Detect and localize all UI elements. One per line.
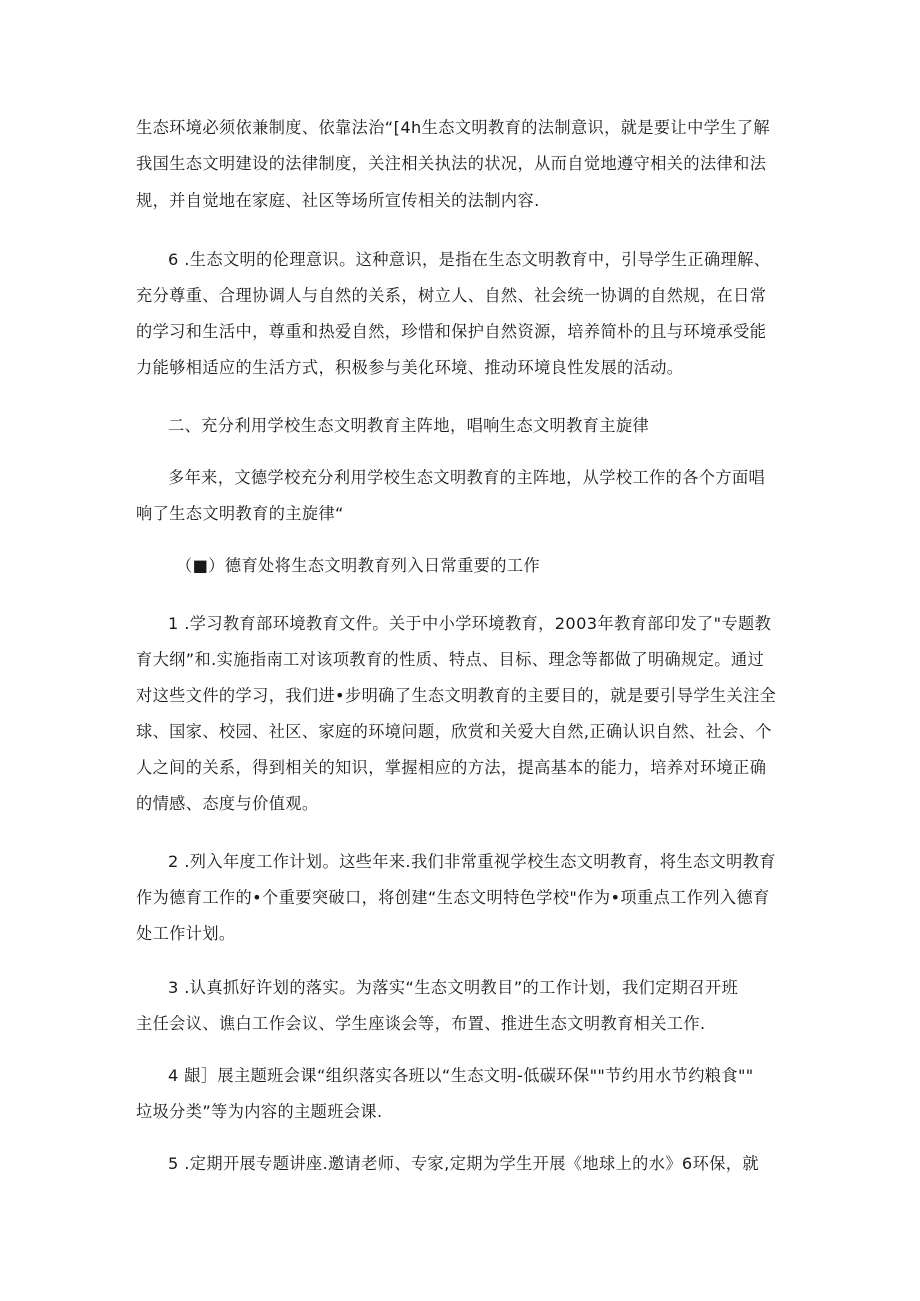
subsection-heading: （■）德育处将生态文明教育列入日常重要的工作 xyxy=(176,556,541,575)
text-line: 对这些文件的学习，我们进•步明确了生态文明教育的主要目的，就是要引导学生关注全 xyxy=(136,686,777,705)
text-line: 主任会议、谯白工作会议、学生座谈会等，布置、推进生态文明教育相关工作. xyxy=(136,1014,706,1033)
text-line: 5 .定期开展专题讲座.邀请老师、专家,定期为学生开展《地球上的水》6环保，就 xyxy=(168,1154,759,1173)
text-line: 的情感、态度与价值观。 xyxy=(136,794,319,813)
text-line: 多年来，文德学校充分利用学校生态文明教育的主阵地，从学校工作的各个方面唱 xyxy=(168,468,766,487)
text-line: 处工作计划。 xyxy=(136,924,236,943)
text-line: 人之间的关系，得到相关的知识，掌握相应的方法，提高基本的能力，培养对环境正确 xyxy=(136,758,767,777)
section-heading: 二、充分利用学校生态文明教育主阵地，唱响生态文明教育主旋律 xyxy=(168,416,650,435)
text-line: 响了生态文明教育的主旋律“ xyxy=(136,504,344,523)
text-line: 规，并自觉地在家庭、社区等场所宣传相关的法制内容. xyxy=(136,191,540,210)
text-line: 3 .认真抓好许划的落实。为落实“生态文明教目”的工作计划，我们定期召开班 xyxy=(168,978,739,997)
text-line: 的学习和生活中，尊重和热爱自然，珍惜和保护自然资源，培养简朴的且与环境承受能 xyxy=(136,322,767,341)
text-line: 4 龈］展主题班会课“组织落实各班以“生态文明-低碳环保""节约用水节约粮食"" xyxy=(168,1066,754,1085)
text-line: 育大纲”和.实施指南工对该项教育的性质、特点、目标、理念等都做了明确规定。通过 xyxy=(136,650,765,669)
text-line: 1 .学习教育部环境教育文件。关于中小学环境教育，2003年教育部印发了"专题教 xyxy=(168,614,772,633)
text-line: 我国生态文明建设的法律制度，关注相关执法的状况，从而自觉地遵守相关的法律和法 xyxy=(136,154,767,173)
text-line: 力能够相适应的生活方式，积极参与美化环境、推动环境良性发展的活动。 xyxy=(136,358,684,377)
text-line: 作为德育工作的•个重要突破口，将创建“生态文明特色学校"作为•项重点工作列入德育 xyxy=(136,888,770,907)
text-line: 6 .生态文明的伦理意识。这种意识，是指在生态文明教育中，引导学生正确理解、 xyxy=(168,250,771,269)
text-line: 充分尊重、合理协调人与自然的关系，树立人、自然、社会统一协调的自然规，在日常 xyxy=(136,286,767,305)
text-line: 生态环境必须依兼制度、依靠法治“[4h生态文明教育的法制意识，就是要让中学生了解 xyxy=(136,118,771,137)
text-line: 垃圾分类”等为内容的主题班会课. xyxy=(136,1102,383,1121)
text-line: 球、国家、校园、社区、家庭的环境问题，欣赏和关爱大自然,正确认识自然、社会、个 xyxy=(136,722,772,741)
text-line: 2 .列入年度工作计划。这些年来.我们非常重视学校生态文明教育，将生态文明教育 xyxy=(168,852,776,871)
